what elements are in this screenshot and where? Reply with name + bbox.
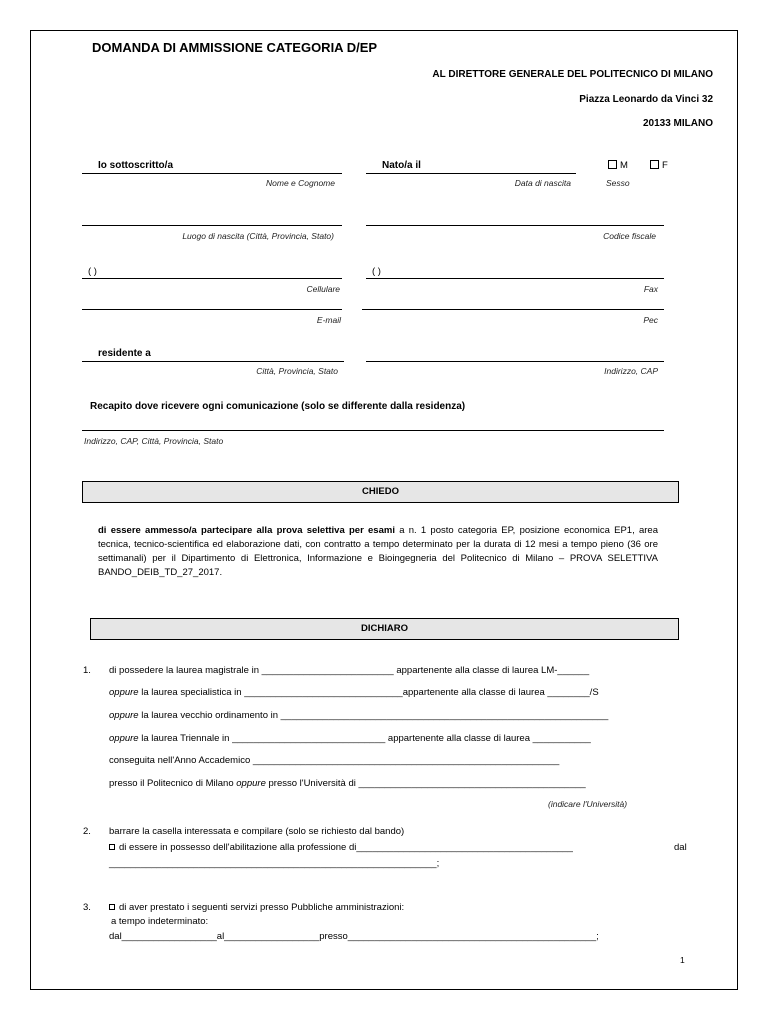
address-field-line[interactable] (366, 361, 664, 362)
recipient-line-2: Piazza Leonardo da Vinci 32 (579, 94, 713, 105)
fax-prefix: ( ) (372, 266, 381, 277)
recapito-field-line[interactable] (82, 430, 664, 431)
item-3-line-1[interactable]: di aver prestato i seguenti servizi presso Pubbliche amministrazioni: (109, 902, 404, 913)
sex-caption: Sesso (606, 178, 630, 188)
birthplace-field-line[interactable] (82, 225, 342, 226)
item-2-line-1: barrare la casella interessata e compilare (solo se richiesto dal bando) (109, 826, 405, 837)
item-1-university-hint: (indicare l'Università) (548, 799, 628, 809)
sex-m-option[interactable]: M (608, 160, 628, 171)
item-2-dal: dal (674, 842, 687, 853)
chiedo-heading: CHIEDO (82, 481, 679, 503)
item-1-number: 1. (83, 665, 91, 676)
pec-caption: Pec (643, 315, 658, 325)
item-1-line-4: oppure la laurea Triennale in _____________________________ appartenente alla classe di laurea ___________ (109, 733, 591, 744)
mobile-field-line[interactable] (82, 278, 342, 279)
residence-field-line[interactable] (82, 361, 344, 362)
item-1-line-1: di possedere la laurea magistrale in _________________________ appartenente alla classe di laurea LM-______ (109, 665, 590, 676)
tax-code-field-line[interactable] (366, 225, 664, 226)
item-1-line-3: oppure la laurea vecchio ordinamento in ______________________________________________________________ (109, 710, 609, 721)
item-2-number: 2. (83, 826, 91, 837)
address-caption: Indirizzo, CAP (604, 366, 658, 376)
item-2-line-3: ______________________________________________________________; (109, 858, 440, 869)
nato-label: Nato/a il (382, 160, 421, 171)
sex-f-option[interactable]: F (650, 160, 668, 171)
name-field-line[interactable] (82, 173, 342, 174)
residente-label: residente a (98, 348, 151, 359)
email-field-line[interactable] (82, 309, 342, 310)
item-3-line-2: a tempo indeterminato: (111, 916, 209, 927)
checkbox-icon[interactable] (109, 844, 115, 850)
item-1-line-2: oppure la laurea specialistica in ______________________________appartenente alla classe di laurea ________/S (109, 687, 599, 698)
recapito-label: Recapito dove ricevere ogni comunicazione (solo se differente dalla residenza) (90, 401, 466, 412)
item-3-number: 3. (83, 902, 91, 913)
recapito-caption: Indirizzo, CAP, Città, Provincia, Stato (84, 436, 224, 446)
checkbox-icon (650, 160, 659, 169)
page-number: 1 (680, 955, 685, 965)
residence-caption: Città, Provincia, Stato (256, 366, 338, 376)
checkbox-icon[interactable] (109, 904, 115, 910)
name-caption: Nome e Cognome (266, 178, 335, 188)
item-1-line-6: presso il Politecnico di Milano oppure presso l'Università di ___________________________________________ (109, 778, 586, 789)
checkbox-icon (608, 160, 617, 169)
item-3-line-3: dal__________________al__________________presso_______________________________________________; (109, 931, 599, 942)
document-title: DOMANDA DI AMMISSIONE CATEGORIA D/EP (92, 40, 378, 55)
dichiaro-heading: DICHIARO (90, 618, 679, 640)
fax-field-line[interactable] (366, 278, 664, 279)
recipient-line-1: AL DIRETTORE GENERALE DEL POLITECNICO DI MILANO (432, 69, 713, 80)
birthdate-caption: Data di nascita (514, 178, 571, 188)
tax-code-caption: Codice fiscale (603, 231, 656, 241)
birthdate-field-line[interactable] (366, 173, 576, 174)
io-sottoscritto-label: Io sottoscritto/a (98, 160, 174, 171)
mobile-caption: Cellulare (306, 284, 340, 294)
fax-caption: Fax (643, 284, 658, 294)
pec-field-line[interactable] (362, 309, 664, 310)
birthplace-caption: Luogo di nascita (Città, Provincia, Stato) (182, 231, 334, 241)
item-1-line-5: conseguita nell'Anno Accademico __________________________________________________________ (109, 755, 560, 766)
cell-prefix: ( ) (88, 266, 97, 277)
email-caption: E-mail (316, 315, 341, 325)
item-2-line-2[interactable]: di essere in possesso dell'abilitazione alla professione di_________________________________________ (109, 842, 573, 853)
recipient-line-3: 20133 MILANO (642, 118, 713, 129)
chiedo-paragraph: di essere ammesso/a partecipare alla prova selettiva per esami a n. 1 posto categoria EP, posizione economica EP1, area tecnica, tecnico-scientifica ed elaborazione dati, con contratto a tempo determinato per la durata di 12 mesi a tempo pieno (36 ore settimanali) per il Dipartimento di Elettronica, Informazione e Bioingegneria del Politecnico di Milano – PROVA SELETTIVA BANDO_DEIB_TD_27_2017. (98, 525, 658, 578)
